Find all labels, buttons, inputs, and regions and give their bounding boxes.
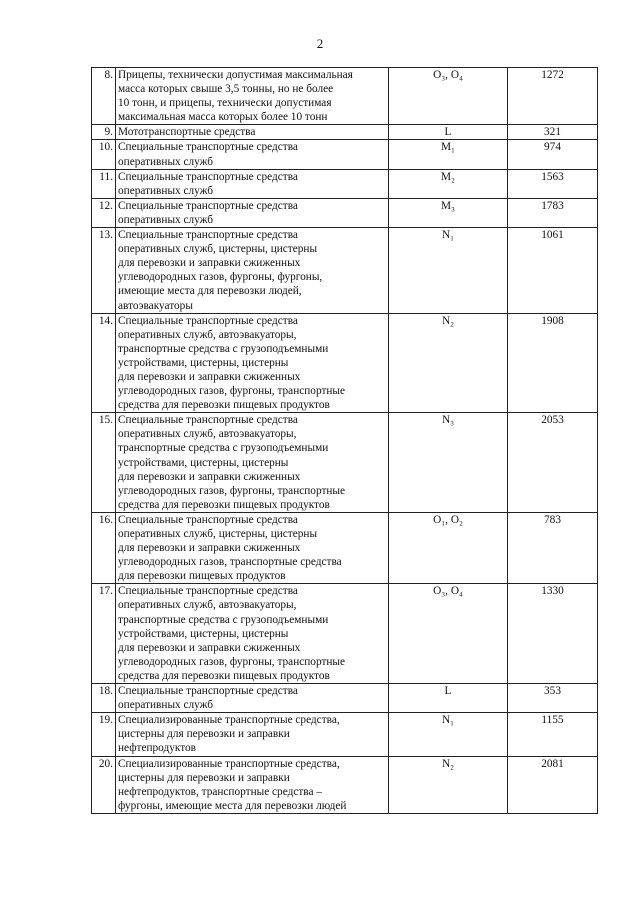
vehicle-category: O₃, O₄ bbox=[389, 584, 508, 684]
vehicle-description bbox=[116, 684, 389, 713]
vehicle-category: M₁ bbox=[389, 140, 508, 169]
description-line: Прицепы, технически допустимая максимальная bbox=[118, 69, 353, 81]
description-line: для перевозки и заправки сжиженных bbox=[118, 257, 301, 270]
table-row bbox=[92, 169, 598, 198]
vehicle-category: L bbox=[389, 684, 508, 713]
row-number: 17. bbox=[92, 584, 116, 684]
description-line: транспортные средства с грузоподъемными bbox=[118, 442, 329, 455]
vehicle-category: O₃, O₄ bbox=[389, 68, 508, 125]
code-value: 1155 bbox=[508, 713, 598, 756]
vehicle-category-table bbox=[91, 67, 598, 814]
description-line: для перевозки и заправки сжиженных bbox=[118, 470, 301, 483]
row-number: 20. bbox=[92, 756, 116, 813]
vehicle-category: N₁ bbox=[389, 713, 508, 756]
vehicle-description bbox=[116, 713, 389, 756]
code-value: 1061 bbox=[508, 228, 598, 314]
row-number: 12. bbox=[92, 198, 116, 227]
description-line: Специальные транспортные средства bbox=[118, 513, 298, 526]
description-line: оперативных служб, автоэвакуаторы, bbox=[118, 599, 297, 612]
row-number: 19. bbox=[92, 713, 116, 756]
description-line: средства для перевозки пищевых продуктов bbox=[118, 399, 330, 412]
row-number: 9. bbox=[92, 125, 116, 140]
code-value: 1563 bbox=[508, 169, 598, 198]
description-line: Специальные транспортные средства bbox=[118, 170, 298, 183]
description-line: цистерны для перевозки и заправки bbox=[118, 728, 290, 741]
code-value: 1908 bbox=[508, 313, 598, 413]
vehicle-description bbox=[116, 756, 389, 813]
code-value: 1272 bbox=[508, 68, 598, 125]
description-line: оперативных служб bbox=[118, 155, 214, 168]
description-line: Специальные транспортные средства bbox=[118, 314, 298, 327]
description-line: оперативных служб, автоэвакуаторы, bbox=[118, 328, 297, 341]
vehicle-category: M₃ bbox=[389, 198, 508, 227]
description-line: Специальные транспортные средства bbox=[118, 685, 298, 698]
description-line: Специальные транспортные средства bbox=[118, 199, 298, 212]
description-line: средства для перевозки пищевых продуктов bbox=[118, 498, 330, 511]
vehicle-category: N₂ bbox=[389, 313, 508, 413]
row-number: 8. bbox=[92, 68, 116, 125]
code-value: 1330 bbox=[508, 584, 598, 684]
table-body bbox=[92, 68, 598, 814]
row-number: 11. bbox=[92, 169, 116, 198]
vehicle-description bbox=[116, 512, 389, 583]
description-line: имеющие места для перевозки людей, bbox=[118, 285, 302, 298]
table-row bbox=[92, 313, 598, 413]
description-line: Специальные транспортные средства bbox=[118, 585, 298, 598]
description-line: фургоны, имеющие места для перевозки людей bbox=[118, 799, 347, 812]
table-row bbox=[92, 198, 598, 227]
vehicle-description bbox=[116, 140, 389, 169]
vehicle-category: N₂ bbox=[389, 756, 508, 813]
description-line: Специализированные транспортные средства, bbox=[118, 757, 340, 770]
vehicle-description bbox=[116, 228, 389, 314]
description-line: устройствами, цистерны, цистерны bbox=[118, 627, 289, 640]
vehicle-description bbox=[116, 169, 389, 198]
code-value: 353 bbox=[508, 684, 598, 713]
table-row bbox=[92, 713, 598, 756]
description-line: оперативных служб bbox=[118, 213, 214, 226]
description-line: для перевозки пищевых продуктов bbox=[118, 570, 286, 583]
table-row bbox=[92, 512, 598, 583]
description-line: автоэвакуаторы bbox=[118, 299, 193, 312]
description-line: для перевозки и заправки сжиженных bbox=[118, 542, 301, 555]
description-line: углеводородных газов, фургоны, транспортные bbox=[118, 484, 346, 497]
table-row bbox=[92, 140, 598, 169]
description-line: транспортные средства с грузоподъемными bbox=[118, 613, 329, 626]
description-line: углеводородных газов, фургоны, фургоны, bbox=[118, 271, 323, 284]
description-line: для перевозки и заправки сжиженных bbox=[118, 641, 301, 654]
description-line: Специальные транспортные средства bbox=[118, 141, 298, 154]
table-row bbox=[92, 228, 598, 314]
description-line: Мототранспортные средства bbox=[118, 126, 256, 139]
description-line: нефтепродуктов bbox=[118, 742, 196, 755]
description-line: углеводородных газов, транспортные средства bbox=[118, 556, 342, 569]
description-line: 10 тонн, и прицепы, технически допустимая bbox=[118, 97, 332, 110]
row-number: 16. bbox=[92, 512, 116, 583]
description-line: Специализированные транспортные средства, bbox=[118, 714, 340, 727]
row-number: 10. bbox=[92, 140, 116, 169]
description-line: Специальные транспортные средства bbox=[118, 229, 298, 242]
description-line: устройствами, цистерны, цистерны bbox=[118, 356, 289, 369]
description-line: для перевозки и заправки сжиженных bbox=[118, 370, 301, 383]
table-row bbox=[92, 684, 598, 713]
vehicle-description bbox=[116, 413, 389, 513]
description-line: транспортные средства с грузоподъемными bbox=[118, 342, 329, 355]
description-line: цистерны для перевозки и заправки bbox=[118, 771, 290, 784]
vehicle-description bbox=[116, 125, 389, 140]
description-line: максимальная масса которых более 10 тонн bbox=[118, 111, 328, 124]
row-number: 18. bbox=[92, 684, 116, 713]
code-value: 2053 bbox=[508, 413, 598, 513]
vehicle-category: O₁, O₂ bbox=[389, 512, 508, 583]
page-number: 2 bbox=[316, 36, 324, 51]
vehicle-category: N₃ bbox=[389, 413, 508, 513]
vehicle-category: N₁ bbox=[389, 228, 508, 314]
vehicle-category: M₂ bbox=[389, 169, 508, 198]
description-line: средства для перевозки пищевых продуктов bbox=[118, 669, 330, 682]
table-row bbox=[92, 756, 598, 813]
table-row bbox=[92, 584, 598, 684]
description-line: оперативных служб bbox=[118, 184, 214, 197]
row-number: 14. bbox=[92, 313, 116, 413]
description-line: оперативных служб, цистерны, цистерны bbox=[118, 528, 318, 540]
vehicle-description bbox=[116, 198, 389, 227]
code-value: 2081 bbox=[508, 756, 598, 813]
description-line: Специальные транспортные средства bbox=[118, 414, 298, 427]
code-value: 783 bbox=[508, 512, 598, 583]
vehicle-category: L bbox=[389, 125, 508, 140]
description-line: оперативных служб bbox=[118, 699, 214, 712]
vehicle-description bbox=[116, 68, 389, 125]
row-number: 13. bbox=[92, 228, 116, 314]
row-number: 15. bbox=[92, 413, 116, 513]
table-row bbox=[92, 125, 598, 140]
vehicle-description bbox=[116, 313, 389, 413]
table-row bbox=[92, 413, 598, 513]
description-line: нефтепродуктов, транспортные средства – bbox=[118, 785, 322, 798]
description-line: масса которых свыше 3,5 тонны, но не более bbox=[118, 83, 334, 96]
code-value: 321 bbox=[508, 125, 598, 140]
code-value: 974 bbox=[508, 140, 598, 169]
description-line: оперативных служб, автоэвакуаторы, bbox=[118, 428, 297, 441]
vehicle-description bbox=[116, 584, 389, 684]
description-line: оперативных служб, цистерны, цистерны bbox=[118, 243, 318, 256]
description-line: углеводородных газов, фургоны, транспортные bbox=[118, 655, 346, 668]
table-row bbox=[92, 68, 598, 125]
description-line: углеводородных газов, фургоны, транспортные bbox=[118, 385, 346, 398]
code-value: 1783 bbox=[508, 198, 598, 227]
description-line: устройствами, цистерны, цистерны bbox=[118, 456, 289, 469]
